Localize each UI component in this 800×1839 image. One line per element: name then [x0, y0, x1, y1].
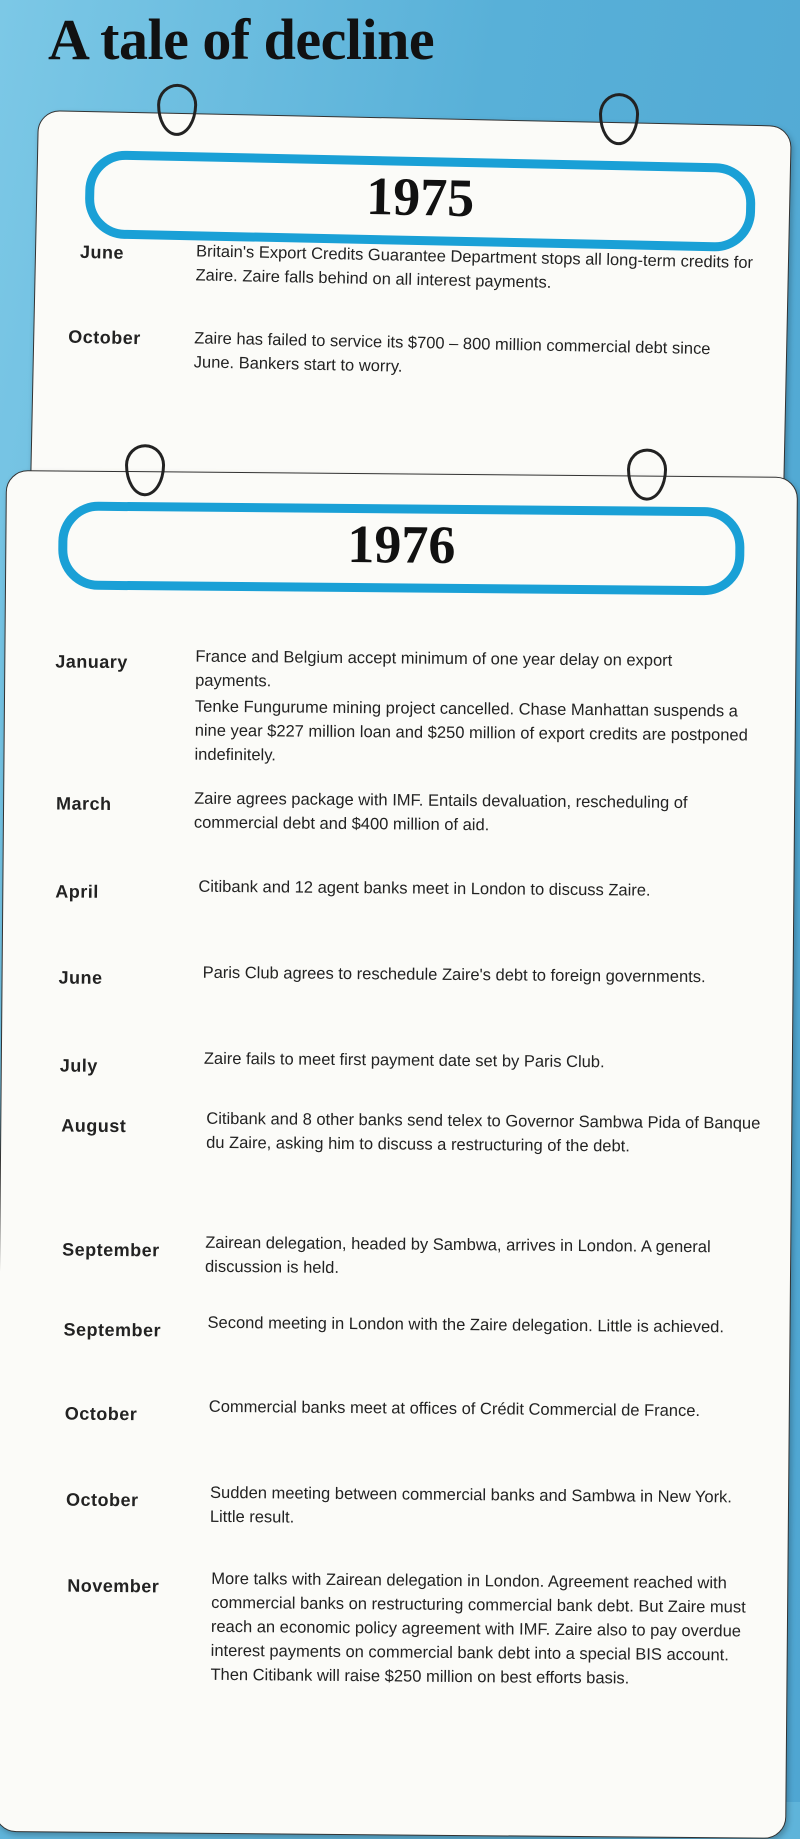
entry-text: France and Belgium accept minimum of one year delay on export payments. [195, 647, 673, 691]
entry-month: March [56, 793, 112, 814]
entry-month: September [63, 1319, 162, 1341]
entry-text: Tenke Fungurume mining project cancelled. Chase Manhattan suspends a nine year $227 million loan and $250 million of export credits are postponed indefinitely. [194, 697, 748, 765]
entry-text: Britain's Export Credits Guarantee Department stops all long-term credits for Zaire. Zaire falls behind on all interest payments. [195, 242, 754, 292]
entry-text: Sudden meeting between commercial banks and Sambwa in New York. Little result. [209, 1483, 733, 1527]
year-banner [58, 501, 745, 595]
entry-month: April [55, 881, 99, 902]
entry-month: January [55, 651, 128, 673]
page-title: A tale of decline [48, 7, 435, 72]
entry-text: Zairean delegation, headed by Sambwa, arrives in London. A general discussion is held. [204, 1233, 711, 1277]
entry-month: November [67, 1575, 160, 1597]
entry-text: Citibank and 12 agent banks meet in London to discuss Zaire. [198, 877, 651, 900]
entry-month: October [68, 326, 141, 349]
year-label: 1975 [365, 165, 475, 229]
entry-month: October [64, 1403, 138, 1425]
binder-ring-icon [627, 448, 667, 500]
entry-text: Zaire has failed to service its $700 – 800 million commercial debt since June. Bankers start to worry. [193, 329, 711, 376]
entry-month: June [58, 967, 103, 988]
entry-text: More talks with Zairean delegation in London. Agreement reached with commercial banks on restructuring commercial bank debt. But Zaire must reach an economic policy agreement with IMF. Zaire also to pay overdue interest payments on commercial bank debt into a special BIS account. Then Citibank will raise $250 million on best efforts basis. [210, 1569, 746, 1688]
binder-ring-icon [156, 83, 197, 136]
year-banner [84, 150, 756, 252]
entry-text: Zaire fails to meet first payment date set by Paris Club. [203, 1049, 605, 1072]
entry-month: August [61, 1115, 127, 1137]
entry-month: October [65, 1489, 139, 1511]
entry-text: Second meeting in London with the Zaire delegation. Little is achieved. [207, 1313, 725, 1337]
binder-ring-icon [125, 444, 165, 496]
calendar-page-1976 [0, 470, 798, 1839]
year-label: 1976 [347, 513, 456, 575]
entry-text: Zaire agrees package with IMF. Entails devaluation, rescheduling of commercial debt and $400 million of aid. [193, 789, 688, 835]
entry-month: September [62, 1239, 160, 1261]
entry-text: Paris Club agrees to reschedule Zaire's debt to foreign governments. [202, 963, 706, 987]
entry-month: July [59, 1055, 98, 1076]
binder-ring-icon [598, 93, 639, 146]
entry-month: June [79, 241, 125, 263]
entry-text: Citibank and 8 other banks send telex to Governor Sambwa Pida of Banque du Zaire, asking him to discuss a restructuring of the debt. [206, 1109, 761, 1156]
entry-text: Commercial banks meet at offices of Crédit Commercial de France. [208, 1397, 701, 1421]
